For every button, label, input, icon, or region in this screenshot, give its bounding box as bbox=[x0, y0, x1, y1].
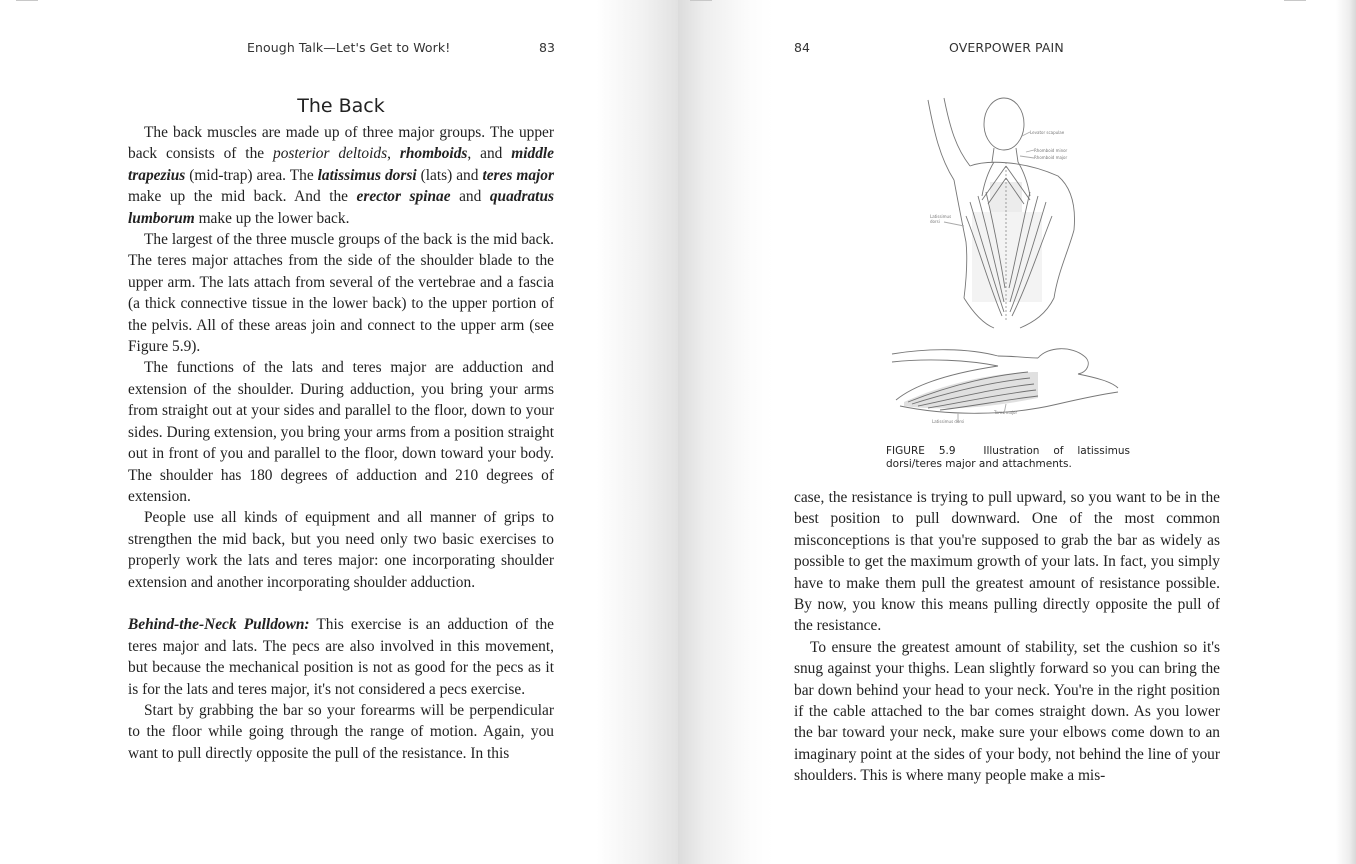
section-title: The Back bbox=[297, 95, 385, 117]
figure-caption-text: Illustration of latissimus dorsi/teres major and attachments. bbox=[886, 445, 1130, 470]
paragraph: The back muscles are made up of three major groups. The upper back consists of the posterior deltoids, rhomboids, and middle trapezius (mid-trap) area. The latissimus dorsi (lats) and teres major make up the mid back. And the erector spinae and quadratus lumborum make up the lower back. bbox=[128, 124, 555, 227]
paragraph: case, the resistance is trying to pull upward, so you want to be in the best position to pull downward. One of the most common misconceptions is that you're supposed to grab the bar as widely as possible to get the maximum growth of your lats. In fact, you simply have to make them pull the greatest amount of resistance possible. By now, you know this means pulling directly opposite the pull of the resistance. bbox=[794, 489, 1220, 635]
figure-label-rhomboid-major: Rhomboid major bbox=[1034, 155, 1068, 160]
paragraph: The functions of the lats and teres major are adduction and extension of the shoulder. During adduction, you bring your arms from straight out at your sides and parallel to the floor, down to your sides. During extension, you bring your arms from a position straight out in front of you and parallel to the floor, down toward your body. The shoulder has 180 degrees of adduction and 210 degrees of extension. bbox=[128, 359, 554, 505]
figure-label-teres-major: Teres major bbox=[994, 410, 1018, 415]
page-number-right: 84 bbox=[794, 40, 811, 55]
figure-label-rhomboid-minor: Rhomboid minor bbox=[1034, 148, 1068, 153]
side-view-illustration bbox=[888, 342, 1122, 428]
page-corner-mark bbox=[1284, 0, 1306, 1]
back-anatomy-illustration bbox=[870, 92, 1110, 332]
paragraph: Start by grabbing the bar so your forearms will be perpendicular to the floor while going through the range of motion. Again, you want to pull directly opposite the pull of the resistance. In this bbox=[128, 701, 554, 762]
figure-label-latissimus: Latissimus dorsi bbox=[930, 214, 952, 224]
left-text-column bbox=[128, 94, 554, 764]
running-head-right: OVERPOWER PAIN bbox=[949, 40, 1064, 55]
page-corner-mark bbox=[690, 0, 712, 1]
page-number-left: 83 bbox=[539, 40, 556, 55]
figure-caption-label: FIGURE 5.9 bbox=[886, 445, 956, 457]
exercise-title: Behind-the-Neck Pulldown: bbox=[128, 616, 310, 634]
right-text-column bbox=[794, 487, 1220, 787]
figure-label-latissimus-side: Latissimus dorsi bbox=[932, 419, 965, 424]
paragraph: People use all kinds of equipment and all manner of grips to strengthen the mid back, but you need only two basic exercises to properly work the lats and teres major: one incorporating shoulder extension and another incorporating shoulder adduction. bbox=[128, 509, 554, 591]
page-corner-mark bbox=[16, 0, 38, 1]
figure-label-levator: Levator scapulae bbox=[1030, 130, 1065, 135]
figure-caption bbox=[886, 445, 1130, 471]
paragraph: To ensure the greatest amount of stability, set the cushion so it's snug against your thighs. Lean slightly forward so you can bring the bar down behind your head to your neck. You're in the right position if the cable attached to the bar comes straight down. As you lower the bar toward your neck, make sure your elbows come down to an imaginary point at the sides of your body, not behind the line of your shoulders. This is where many people make a mis- bbox=[794, 638, 1220, 785]
paragraph: The largest of the three muscle groups of the back is the mid back. The teres major attaches from the side of the shoulder blade to the upper arm. The lats attach from several of the vertebrae and a fascia (a thick connective tissue in the lower back) to the upper portion of the pelvis. All of these areas join and connect to the upper arm (see Figure 5.9). bbox=[128, 231, 554, 356]
running-head-left: Enough Talk—Let's Get to Work! bbox=[247, 40, 451, 55]
exercise-paragraph: Behind-the-Neck Pulldown: This exercise is an adduction of the teres major and lats. The pecs are also involved in this movement, but because the mechanical position is not as good for the pecs as it is for the lats and teres major, it's not considered a pecs exercise. bbox=[128, 616, 554, 698]
